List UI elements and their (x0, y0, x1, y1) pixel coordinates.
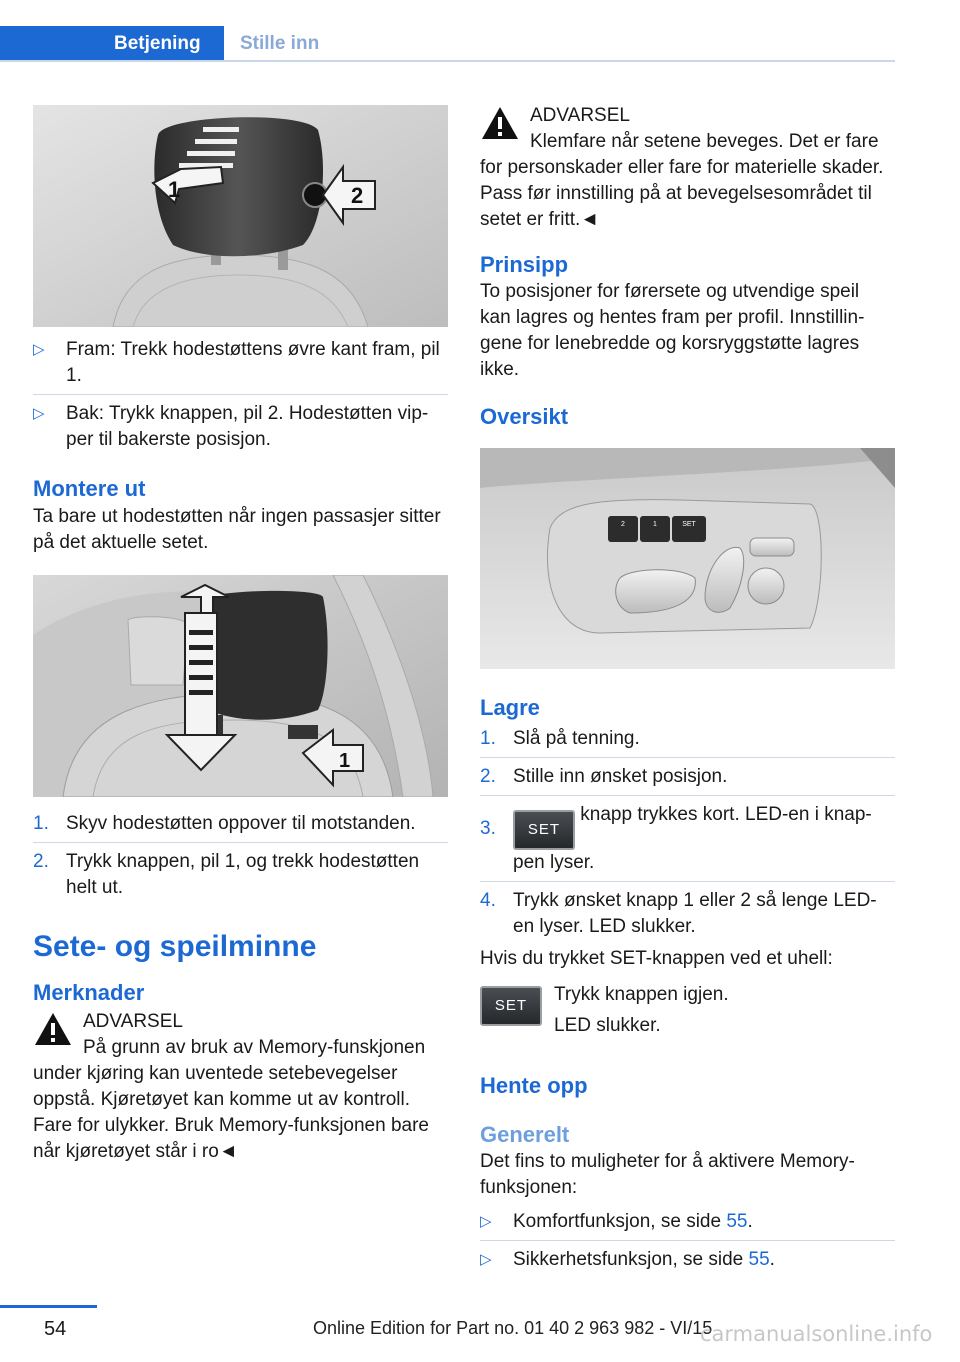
step-2: 2. Trykk knappen, pil 1, og trekk hodestøtten helt ut. (33, 851, 420, 898)
step-1: 1. Skyv hodestøtten oppover til motstanden. (33, 813, 416, 834)
set-button-label: SET (682, 521, 696, 528)
heading-generelt: Generelt (480, 1122, 570, 1147)
tab-stille-inn[interactable]: Stille inn (240, 33, 320, 54)
general-text: Det fins to muligheter for å aktivere Memory-funksjonen: (480, 1151, 855, 1198)
divider (480, 757, 895, 758)
store-step-3: 3. SET knapp trykkes kort. LED-en i knappen lyser. (480, 804, 872, 873)
page-link-55[interactable]: 55 (726, 1211, 748, 1232)
warning-title: ADVARSEL (83, 1011, 183, 1032)
accident-text: Hvis du trykket SET-knappen ved et uhell: (480, 948, 833, 969)
heading-merknader: Merknader (33, 980, 145, 1005)
warning-triangle-icon (33, 1011, 73, 1047)
right-column (480, 103, 895, 1273)
warning-block (33, 1009, 448, 1165)
divider (480, 1240, 895, 1241)
edition-text: Online Edition for Part no. 01 40 2 963 982 - VI/15 (313, 1318, 713, 1338)
press-again-text: Trykk knappen igjen. (554, 984, 729, 1005)
arrow-label-2: 2 (351, 183, 364, 208)
store-step-4: 4. Trykk ønsket knapp 1 eller 2 så lenge LED-en lyser. LED slukker. (480, 890, 877, 937)
set-again-block (480, 982, 895, 1052)
divider (480, 795, 895, 796)
heading-prinsipp: Prinsipp (480, 252, 569, 277)
memory-button-1-label: 1 (653, 521, 657, 528)
warning-title: ADVARSEL (530, 105, 630, 126)
heading-montere-ut: Montere ut (33, 476, 146, 501)
set-button-icon: SET (513, 810, 575, 850)
tab-betjening[interactable]: Betjening (0, 26, 224, 62)
page-link-55[interactable]: 55 (748, 1249, 770, 1270)
left-column (33, 105, 448, 1165)
triangle-bullet-icon: ▷ (480, 1213, 492, 1230)
page-header (0, 0, 960, 62)
header-rule (0, 60, 895, 62)
heading-lagre: Lagre (480, 695, 540, 720)
led-off-text: LED slukker. (554, 1015, 661, 1036)
page-number: 54 (44, 1318, 67, 1340)
heading-hente-opp: Hente opp (480, 1073, 588, 1098)
headrest-remove-image (33, 575, 448, 797)
seat-control-image (480, 448, 895, 669)
bullet-forward: ▷ Fram: Trekk hodestøttens øvre kant fram, pil 1. (33, 339, 440, 386)
divider (33, 842, 448, 843)
warning-text: På grunn av bruk av Memory-funskjonen under kjøring kan uventede setebevegelser oppstå. Kjøretøyet kan komme ut av kontroll. Fare for ulykker. Bruk Memory-funksjonen bare når kjøretøyet står i ro◄ (33, 1037, 429, 1162)
bullet-back: ▷ Bak: Trykk knappen, pil 2. Hodestøtten vipper til bakerste posisjon. (33, 403, 429, 450)
arrow-label-1: 1 (168, 177, 181, 202)
triangle-bullet-icon: ▷ (33, 341, 45, 358)
watermark: carmanualsonline.info (700, 1322, 933, 1346)
headrest-tilt-image (33, 105, 448, 327)
warning-text: Klemfare når setene beveges. Det er fare for personskader eller fare for materielle skader. Pass før innstilling på at bevegelsesområdet til setet er fritt.◄ (480, 131, 884, 230)
arrow-label-1: 1 (339, 750, 351, 772)
warning-block (480, 103, 895, 233)
triangle-bullet-icon: ▷ (480, 1251, 492, 1268)
divider (480, 881, 895, 882)
triangle-bullet-icon: ▷ (33, 405, 45, 422)
heading-sete-og-speilminne: Sete- og speilminne (33, 930, 317, 963)
set-button-icon: SET (480, 986, 542, 1026)
heading-oversikt: Oversikt (480, 404, 569, 429)
warning-triangle-icon (480, 105, 520, 141)
recall-item-safety: ▷ Sikkerhetsfunksjon, se side 55. (480, 1247, 895, 1273)
recall-item-comfort: ▷ Komfortfunksjon, se side 55. (480, 1209, 895, 1235)
memory-button-2-label: 2 (621, 521, 625, 528)
store-step-2: 2. Stille inn ønsket posisjon. (480, 766, 728, 787)
footer-rule (0, 1305, 97, 1308)
store-step-1: 1. Slå på tenning. (480, 728, 640, 749)
remove-text: Ta bare ut hodestøtten når ingen passasjer sitter på det aktuelle setet. (33, 506, 441, 553)
principle-text: To posisjoner for førersete og utvendige speil kan lagres og hentes fram per profil. Innstillingene for lenebredde og korsryggstøtte lagres ikke. (480, 281, 865, 380)
divider (33, 394, 448, 395)
